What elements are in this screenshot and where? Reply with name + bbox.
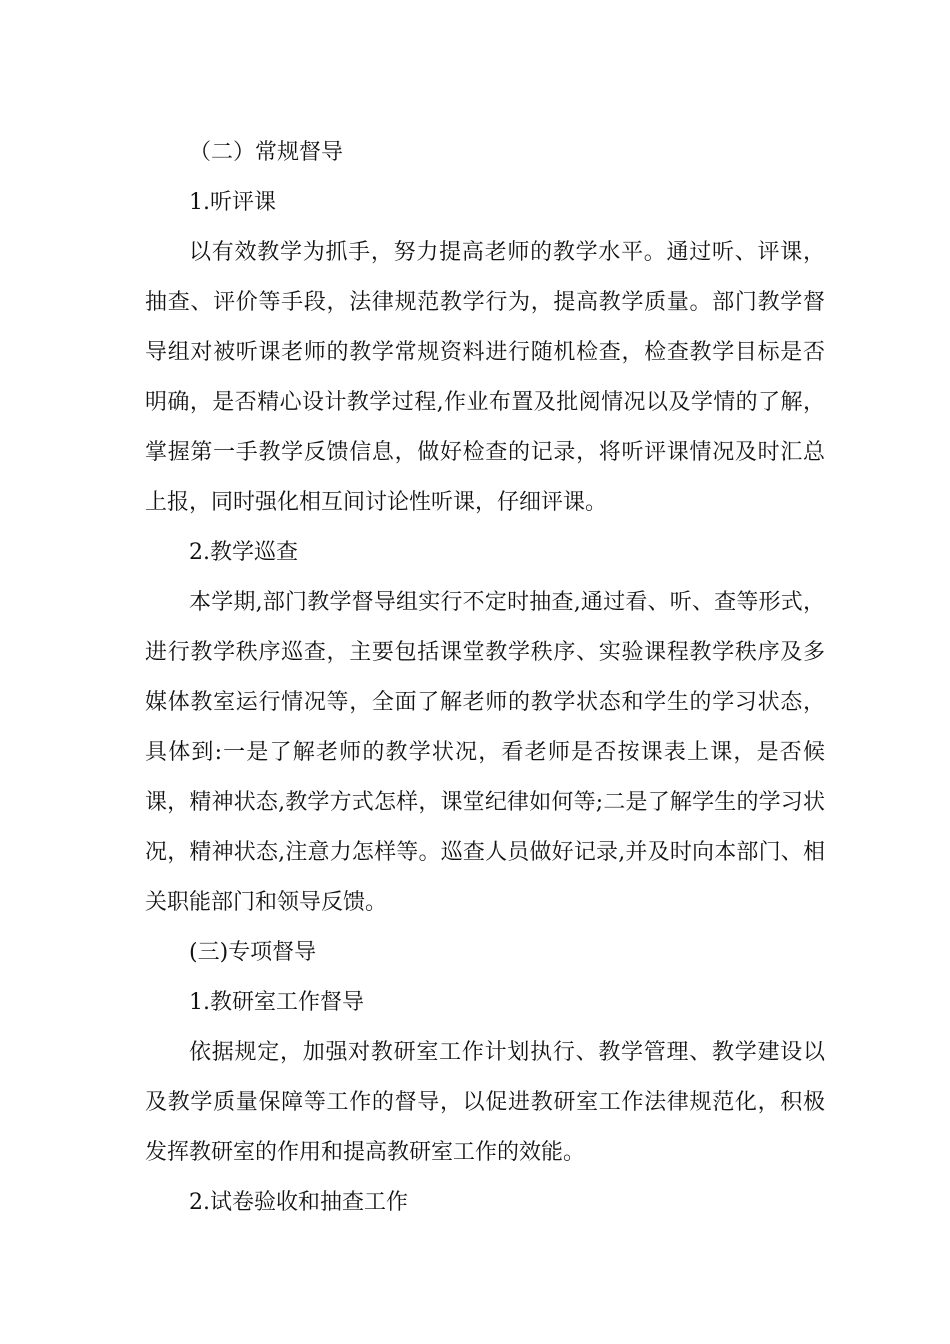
subheading-lesson-observation: 1.听评课 bbox=[189, 190, 276, 215]
subheading-teaching-patrol: 2.教学巡查 bbox=[189, 540, 298, 565]
text-line: 是否明确，是否精心设计教学过程,作业布置及批阅情况以及学情的 bbox=[145, 340, 825, 415]
text-line: 了解，掌握第一手教学反馈信息，做好检查的记录，将听评课情况 bbox=[145, 390, 825, 465]
text-line: 督导组对被听课老师的教学常规资料进行随机检查，检查教学目标 bbox=[145, 290, 825, 365]
section-heading-special-supervision: (三)专项督导 bbox=[189, 940, 317, 965]
text-line: 习状态，具体到:一是了解老师的教学状况，看老师是否按课表上课， bbox=[145, 690, 825, 765]
text-line: 式，进行教学秩序巡查，主要包括课堂教学秩序、实验课程教学秩 bbox=[145, 590, 825, 665]
paragraph-teaching-patrol bbox=[145, 578, 825, 928]
text-line: 抽查、评价等手段，法律规范教学行为，提高教学质量。部门教学 bbox=[145, 290, 803, 315]
paragraph-lesson-observation bbox=[145, 228, 825, 528]
text-line: 是否候课，精神状态,教学方式怎样，课堂纪律如何等;二是了解学 bbox=[145, 740, 825, 815]
text-line: 生的学习状况，精神状态,注意力怎样等。巡查人员做好记录,并及 bbox=[145, 790, 825, 865]
paragraph-teaching-office-supervision bbox=[145, 1028, 825, 1178]
text-line: 以及教学质量保障等工作的督导，以促进教研室工作法律规范化， bbox=[145, 1040, 825, 1115]
document-body bbox=[145, 128, 825, 1228]
text-line: 序及多媒体教室运行情况等，全面了解老师的教学状态和学生的学 bbox=[145, 640, 825, 715]
section-heading-regular-supervision: （二）常规督导 bbox=[189, 140, 344, 165]
text-line: 以有效教学为抓手，努力提高老师的教学水平。通过听、评课， bbox=[189, 240, 825, 265]
subheading-exam-paper-check: 2.试卷验收和抽查工作 bbox=[189, 1190, 408, 1215]
text-line: 时向本部门、相关职能部门和领导反馈。 bbox=[145, 840, 825, 915]
text-line: 积极发挥教研室的作用和提高教研室工作的效能。 bbox=[145, 1090, 825, 1165]
text-line: 依据规定，加强对教研室工作计划执行、教学管理、教学建设 bbox=[189, 1040, 803, 1065]
text-line: 本学期,部门教学督导组实行不定时抽查,通过看、听、查等形 bbox=[189, 590, 781, 615]
text-line: 及时汇总上报，同时强化相互间讨论性听课，仔细评课。 bbox=[145, 440, 825, 515]
subheading-teaching-office-supervision: 1.教研室工作督导 bbox=[189, 990, 364, 1015]
